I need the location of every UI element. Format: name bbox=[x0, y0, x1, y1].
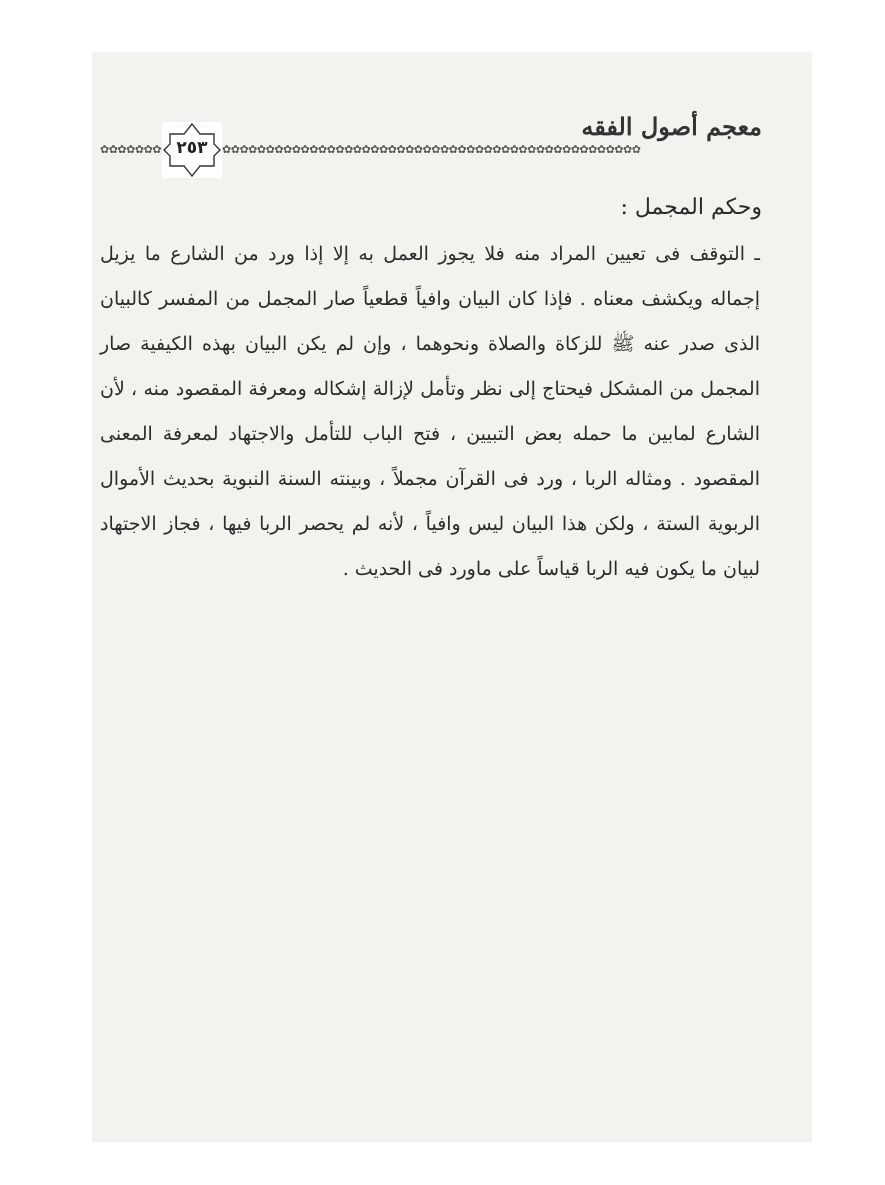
body-paragraph: ـ التوقف فى تعيين المراد منه فلا يجوز العمل به إلا إذا ورد من الشارع ما يزيل إجماله ويكشف معناه . فإذا كان البيان وافياً قطعياً صار المجمل من المفسر كالبيان الذى صدر عنه ﷺ للزكاة والصلاة ونحوهما ، وإن لم يكن البيان بهذه الكيفية صار المجمل من المشكل فيحتاج إلى نظر وتأمل لإزالة إشكاله ومعرفة المقصود منه ، لأن الشارع لمابين ما حمله بعض التبيين ، فتح الباب للتأمل والاجتهاد لمعرفة المعنى المقصود . ومثاله الربا ، ورد فى القرآن مجملاً ، وبينته السنة النبوية بحديث الأموال الربوية الستة ، ولكن هذا البيان ليس وافياً ، لأنه لم يحصر الربا فيها ، فجاز الاجتهاد لبيان ما يكون فيه الربا قياساً على ماورد فى الحديث . bbox=[100, 243, 760, 580]
section-heading: وحكم المجمل : bbox=[620, 195, 762, 220]
running-title: معجم أصول الفقه bbox=[581, 112, 762, 141]
main-content bbox=[100, 188, 762, 592]
page-number-badge bbox=[162, 122, 222, 178]
page-number: ٢٥٣ bbox=[176, 138, 208, 158]
page-header bbox=[100, 108, 768, 178]
